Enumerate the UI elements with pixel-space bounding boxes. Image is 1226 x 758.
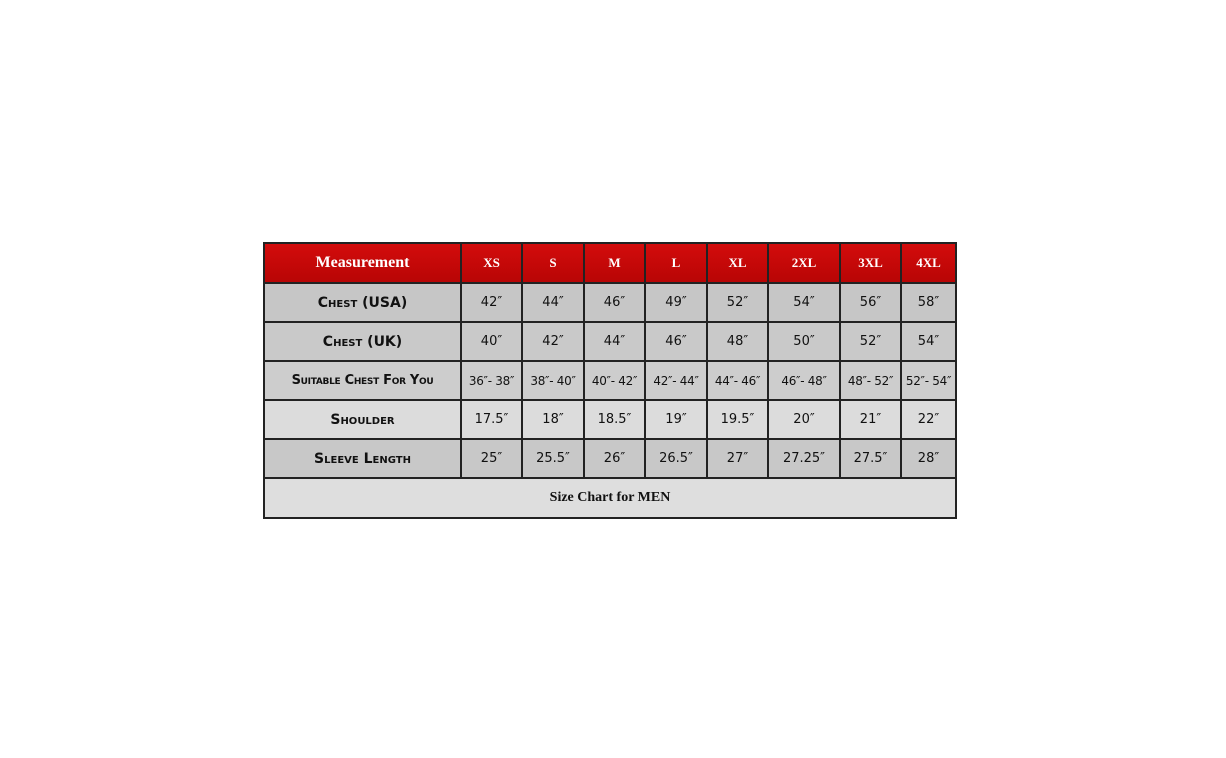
table-cell: 22″	[901, 400, 956, 439]
table-cell: 52″- 54″	[901, 361, 956, 400]
table-cell: 56″	[840, 283, 901, 322]
table-cell: 44″- 46″	[707, 361, 768, 400]
table-cell: 20″	[768, 400, 840, 439]
header-size-2xl: 2XL	[768, 243, 840, 283]
row-label: Shoulder	[264, 400, 461, 439]
table-row-shoulder	[264, 400, 956, 439]
header-measurement: Measurement	[264, 243, 461, 283]
table-cell: 54″	[901, 322, 956, 361]
table-cell: 25.5″	[522, 439, 584, 478]
footer-row	[264, 478, 956, 518]
header-size-s: S	[522, 243, 584, 283]
table-row-sleeve-length	[264, 439, 956, 478]
table-row-chest-usa	[264, 283, 956, 322]
table-cell: 42″	[461, 283, 522, 322]
table-cell: 17.5″	[461, 400, 522, 439]
table-cell: 21″	[840, 400, 901, 439]
table-cell: 27.25″	[768, 439, 840, 478]
header-row	[264, 243, 956, 283]
header-size-xs: XS	[461, 243, 522, 283]
table-cell: 46″	[645, 322, 707, 361]
table-cell: 54″	[768, 283, 840, 322]
table-cell: 46″- 48″	[768, 361, 840, 400]
header-size-m: M	[584, 243, 645, 283]
table-cell: 27″	[707, 439, 768, 478]
table-cell: 18.5″	[584, 400, 645, 439]
table-row-chest-uk	[264, 322, 956, 361]
row-label: Chest (UK)	[264, 322, 461, 361]
row-label: Chest (USA)	[264, 283, 461, 322]
table-cell: 49″	[645, 283, 707, 322]
table-cell: 52″	[707, 283, 768, 322]
size-chart-table	[263, 242, 957, 519]
table-cell: 42″- 44″	[645, 361, 707, 400]
table-cell: 50″	[768, 322, 840, 361]
header-size-3xl: 3XL	[840, 243, 901, 283]
table-cell: 48″- 52″	[840, 361, 901, 400]
table-cell: 18″	[522, 400, 584, 439]
table-cell: 27.5″	[840, 439, 901, 478]
table-cell: 44″	[522, 283, 584, 322]
table-cell: 28″	[901, 439, 956, 478]
table-cell: 48″	[707, 322, 768, 361]
table-cell: 40″	[461, 322, 522, 361]
table-cell: 52″	[840, 322, 901, 361]
row-label: Suitable Chest For You	[264, 361, 461, 400]
header-size-xl: XL	[707, 243, 768, 283]
row-label: Sleeve Length	[264, 439, 461, 478]
table-cell: 26″	[584, 439, 645, 478]
header-size-l: L	[645, 243, 707, 283]
table-cell: 58″	[901, 283, 956, 322]
table-cell: 40″- 42″	[584, 361, 645, 400]
table-cell: 25″	[461, 439, 522, 478]
table-cell: 46″	[584, 283, 645, 322]
header-size-4xl: 4XL	[901, 243, 956, 283]
chart-caption: Size Chart for MEN	[264, 478, 956, 518]
table-cell: 19.5″	[707, 400, 768, 439]
table-row-suitable-chest	[264, 361, 956, 400]
table-cell: 36″- 38″	[461, 361, 522, 400]
table-cell: 42″	[522, 322, 584, 361]
table-cell: 26.5″	[645, 439, 707, 478]
table-cell: 44″	[584, 322, 645, 361]
table-cell: 38″- 40″	[522, 361, 584, 400]
table-cell: 19″	[645, 400, 707, 439]
